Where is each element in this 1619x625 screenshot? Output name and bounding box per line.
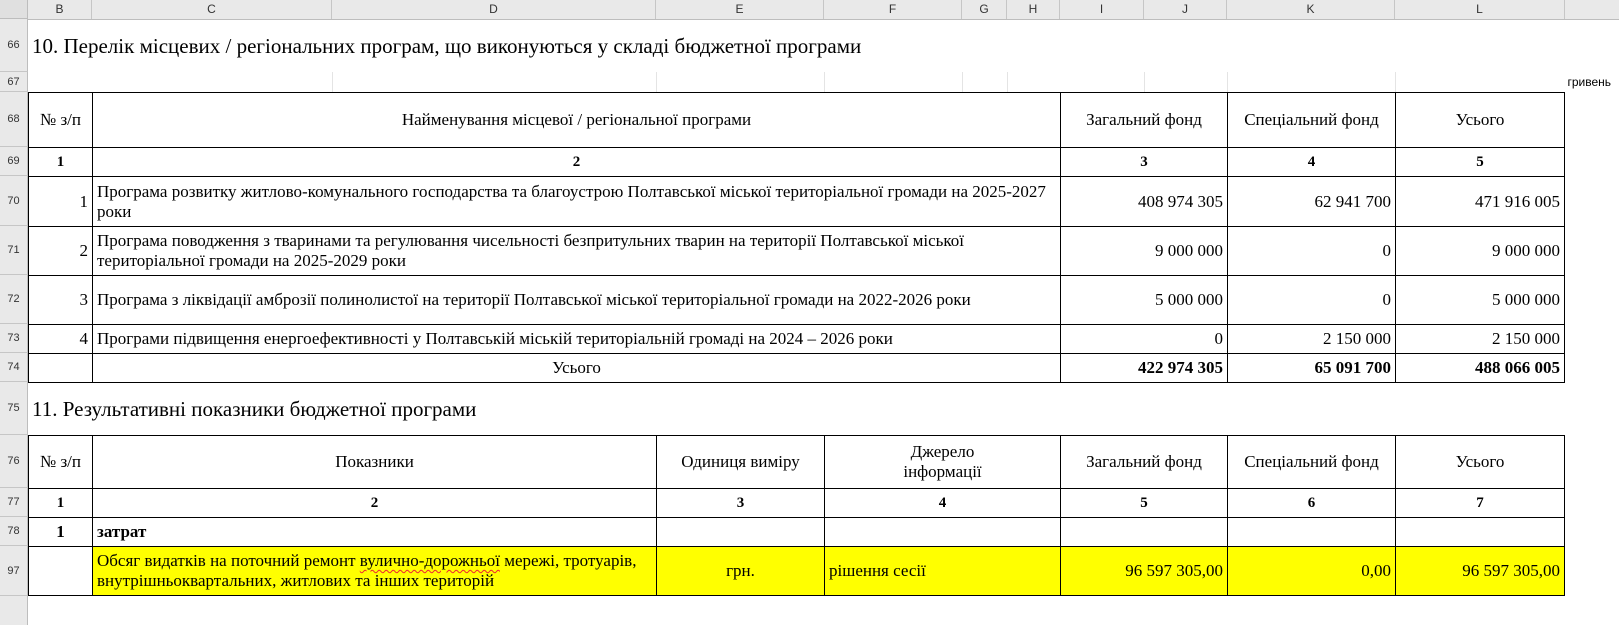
column-header-c[interactable]: C (92, 0, 332, 19)
gridline (1227, 72, 1228, 92)
gridline (656, 72, 657, 92)
header-general-fund[interactable]: Загальний фонд (1060, 92, 1228, 148)
indicator-num-cell[interactable] (28, 546, 93, 596)
row-header-66[interactable]: 66 (0, 19, 28, 72)
column-header-f[interactable]: F (824, 0, 962, 19)
group-label[interactable]: затрат (92, 517, 657, 547)
indicator-unit[interactable]: грн. (656, 546, 825, 596)
column-header-h[interactable]: H (1007, 0, 1060, 19)
totals-label[interactable]: Усього (92, 353, 1061, 383)
program-total[interactable]: 471 916 005 (1395, 176, 1565, 227)
colnum-cell[interactable]: 3 (656, 488, 825, 518)
program-general-fund[interactable]: 408 974 305 (1060, 176, 1228, 227)
column-header-b[interactable]: B (28, 0, 92, 19)
program-name[interactable]: Програми підвищення енергоефективності у Полтавській міській територіальній громаді на 2024 – 2026 роки (92, 324, 1061, 354)
row-header-71[interactable]: 71 (0, 226, 28, 275)
program-num[interactable]: 2 (28, 226, 93, 276)
program-special-fund[interactable]: 2 150 000 (1227, 324, 1396, 354)
totals-special-fund[interactable]: 65 091 700 (1227, 353, 1396, 383)
header-num[interactable]: № з/п (28, 92, 93, 148)
indicator-description[interactable] (92, 546, 657, 596)
row-header-next[interactable] (0, 596, 28, 625)
group-num[interactable]: 1 (28, 517, 93, 547)
row-header-68[interactable]: 68 (0, 92, 28, 147)
row-header-73[interactable]: 73 (0, 324, 28, 353)
totals-num-cell[interactable] (28, 353, 93, 383)
program-general-fund[interactable]: 9 000 000 (1060, 226, 1228, 276)
colnum-cell[interactable]: 6 (1227, 488, 1396, 518)
column-header-d[interactable]: D (332, 0, 656, 19)
column-header-l[interactable]: L (1395, 0, 1565, 19)
section-11-title[interactable]: 11. Результативні показники бюджетної програми (32, 396, 477, 421)
header-indicators[interactable]: Показники (92, 435, 657, 489)
row-header-67[interactable]: 67 (0, 72, 28, 92)
column-header-e[interactable]: E (656, 0, 824, 19)
empty-cell[interactable] (824, 517, 1061, 547)
row-header-70[interactable]: 70 (0, 176, 28, 226)
program-name[interactable]: Програма поводження з тваринами та регулювання чисельності безпритульних тварин на території Полтавської міської територіальної громади на 2025-2029 роки (92, 226, 1061, 276)
indicator-text-part: мережі, тротуарів, внутрішньоквартальних, житлових та інших територій (97, 551, 637, 590)
program-special-fund[interactable]: 0 (1227, 226, 1396, 276)
indicator-special-fund[interactable]: 0,00 (1227, 546, 1396, 596)
empty-cell[interactable] (1227, 517, 1396, 547)
header-special-fund[interactable]: Спеціальний фонд (1227, 435, 1396, 489)
program-total[interactable]: 2 150 000 (1395, 324, 1565, 354)
indicator-total[interactable]: 96 597 305,00 (1395, 546, 1565, 596)
header-total[interactable]: Усього (1395, 435, 1565, 489)
column-header-bar (0, 0, 1619, 20)
program-special-fund[interactable]: 62 941 700 (1227, 176, 1396, 227)
row-header-72[interactable]: 72 (0, 275, 28, 324)
colnum-cell[interactable]: 5 (1395, 147, 1565, 177)
colnum-cell[interactable]: 7 (1395, 488, 1565, 518)
empty-cell[interactable] (656, 517, 825, 547)
indicator-general-fund[interactable]: 96 597 305,00 (1060, 546, 1228, 596)
program-num[interactable]: 3 (28, 275, 93, 325)
section-10-title[interactable]: 10. Перелік місцевих / регіональних програм, що виконуються у складі бюджетної програми (32, 33, 862, 58)
program-general-fund[interactable]: 0 (1060, 324, 1228, 354)
spellcheck-flagged-word: вулично-дорожньої (359, 551, 500, 570)
header-unit[interactable]: Одиниця виміру (656, 435, 825, 489)
totals-total[interactable]: 488 066 005 (1395, 353, 1565, 383)
totals-general-fund[interactable]: 422 974 305 (1060, 353, 1228, 383)
row-header-69[interactable]: 69 (0, 147, 28, 176)
header-general-fund[interactable]: Загальний фонд (1060, 435, 1228, 489)
program-num[interactable]: 1 (28, 176, 93, 227)
gridline (1144, 72, 1145, 92)
colnum-cell[interactable]: 3 (1060, 147, 1228, 177)
indicator-source[interactable]: рішення сесії (824, 546, 1061, 596)
column-header-g[interactable]: G (962, 0, 1007, 19)
header-special-fund[interactable]: Спеціальний фонд (1227, 92, 1396, 148)
program-num[interactable]: 4 (28, 324, 93, 354)
colnum-cell[interactable]: 4 (824, 488, 1061, 518)
program-general-fund[interactable]: 5 000 000 (1060, 275, 1228, 325)
row-header-74[interactable]: 74 (0, 353, 28, 382)
program-total[interactable]: 9 000 000 (1395, 226, 1565, 276)
indicator-text-part: Обсяг видатків на поточний ремонт (97, 551, 360, 570)
column-header-k[interactable]: K (1227, 0, 1395, 19)
header-num[interactable]: № з/п (28, 435, 93, 489)
program-name[interactable]: Програма розвитку житлово-комунального господарства та благоустрою Полтавської міської територіальної громади на 2025-2027 роки (92, 176, 1061, 227)
currency-unit-label[interactable]: гривень (1567, 75, 1611, 89)
colnum-cell[interactable]: 2 (92, 488, 657, 518)
row-header-77[interactable]: 77 (0, 488, 28, 517)
colnum-cell[interactable]: 5 (1060, 488, 1228, 518)
header-total[interactable]: Усього (1395, 92, 1565, 148)
colnum-cell[interactable]: 2 (92, 147, 1061, 177)
header-source[interactable]: Джерело інформації (824, 435, 1061, 489)
colnum-cell[interactable]: 1 (28, 488, 93, 518)
column-header-j[interactable]: J (1144, 0, 1227, 19)
row-header-97[interactable]: 97 (0, 546, 28, 596)
colnum-cell[interactable]: 4 (1227, 147, 1396, 177)
select-all-corner[interactable] (0, 0, 28, 19)
program-special-fund[interactable]: 0 (1227, 275, 1396, 325)
row-header-78[interactable]: 78 (0, 517, 28, 546)
gridline (1007, 72, 1008, 92)
header-program-name[interactable]: Найменування місцевої / регіональної програми (92, 92, 1061, 148)
gridline (332, 72, 333, 92)
program-name[interactable]: Програма з ліквідації амброзії полинолистої на території Полтавської міської територіальної громади на 2022-2026 роки (92, 275, 1061, 325)
gridline (824, 72, 825, 92)
gridline (1395, 72, 1396, 92)
empty-cell[interactable] (1395, 517, 1565, 547)
row-header-76[interactable]: 76 (0, 435, 28, 488)
gridline (962, 72, 963, 92)
colnum-cell[interactable]: 1 (28, 147, 93, 177)
program-total[interactable]: 5 000 000 (1395, 275, 1565, 325)
column-header-i[interactable]: I (1060, 0, 1144, 19)
empty-cell[interactable] (1060, 517, 1228, 547)
row-header-75[interactable]: 75 (0, 382, 28, 435)
